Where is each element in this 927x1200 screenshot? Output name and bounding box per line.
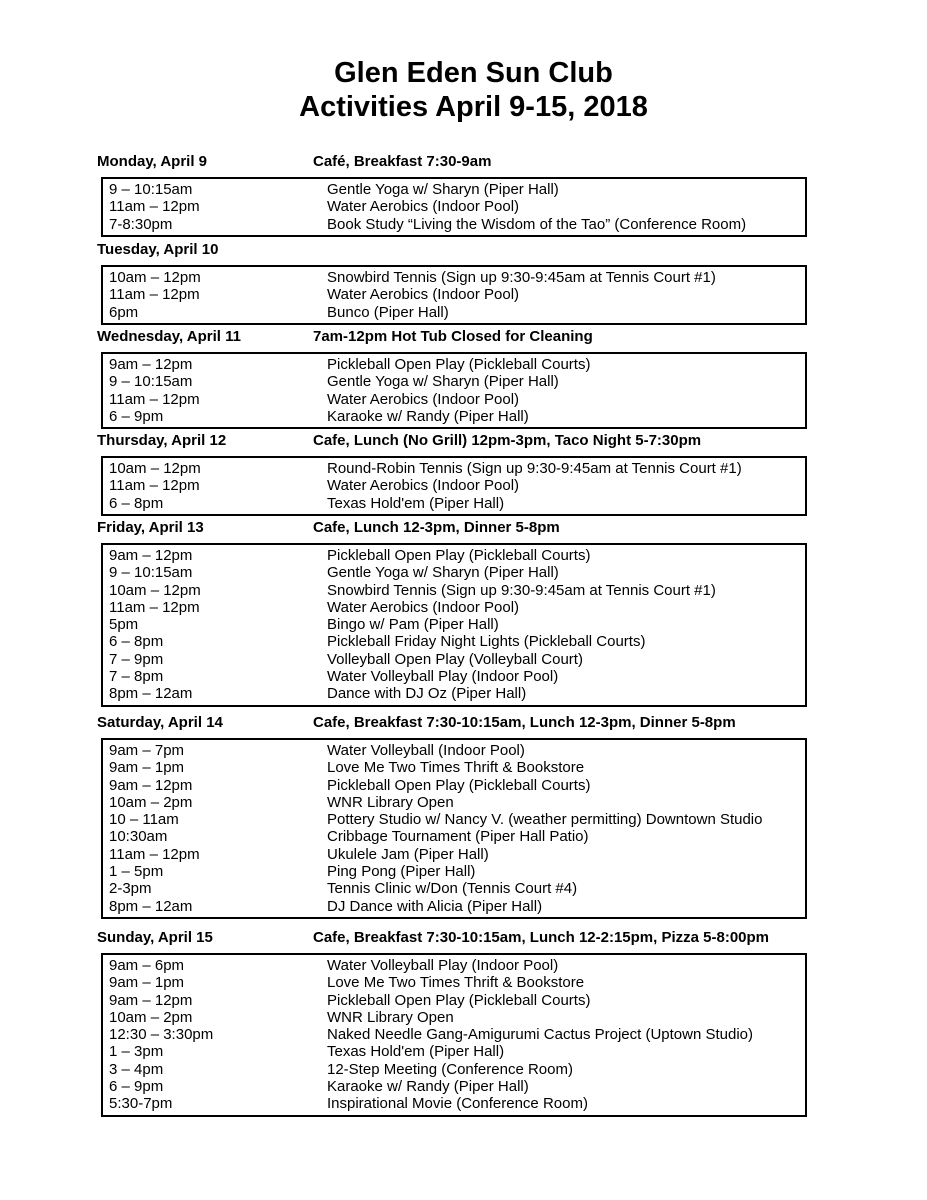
day-name: Thursday, April 12: [97, 432, 227, 449]
event-activity: Dance with DJ Oz (Piper Hall): [327, 685, 527, 703]
event-time: 11am – 12pm: [109, 390, 200, 408]
event-row: [103, 547, 805, 564]
event-activity: Round-Robin Tennis (Sign up 9:30-9:45am at Tennis Court #1): [327, 460, 742, 477]
event-activity: Gentle Yoga w/ Sharyn (Piper Hall): [327, 564, 559, 582]
event-activity: Snowbird Tennis (Sign up 9:30-9:45am at Tennis Court #1): [327, 269, 716, 286]
day-name: Sunday, April 15: [97, 929, 213, 946]
event-activity: Water Volleyball Play (Indoor Pool): [327, 668, 559, 686]
page-title: Glen Eden Sun Club: [334, 57, 613, 89]
event-row: [103, 974, 805, 991]
event-row: [103, 828, 805, 845]
event-row: [103, 216, 805, 233]
event-row: [103, 286, 805, 303]
event-row: [103, 616, 805, 633]
event-row: [103, 1095, 805, 1112]
event-activity: Water Aerobics (Indoor Pool): [327, 390, 520, 408]
day-name: Saturday, April 14: [97, 714, 223, 731]
event-row: [103, 794, 805, 811]
event-row: [103, 777, 805, 794]
event-time: 6 – 9pm: [109, 407, 164, 425]
event-activity: Water Aerobics (Indoor Pool): [327, 598, 520, 616]
day-header: [97, 241, 809, 265]
event-time: 7-8:30pm: [109, 215, 173, 233]
event-row: [103, 811, 805, 828]
event-time: 6 – 8pm: [109, 494, 164, 512]
event-time: 5:30-7pm: [109, 1095, 173, 1113]
day-header: [97, 432, 809, 456]
event-activity: Love Me Two Times Thrift & Bookstore: [327, 974, 585, 992]
event-activity: Karaoke w/ Randy (Piper Hall): [327, 407, 529, 425]
event-row: [103, 599, 805, 616]
event-activity: Pottery Studio w/ Nancy V. (weather permitting) Downtown Studio: [327, 811, 763, 829]
day-section-wednesday: [97, 328, 809, 429]
event-activity: Pickleball Open Play (Pickleball Courts): [327, 776, 591, 794]
event-row: [103, 1078, 805, 1095]
event-activity: Book Study “Living the Wisdom of the Tao” (Conference Room): [327, 215, 747, 233]
event-time: 9am – 12pm: [109, 356, 193, 373]
event-time: 10 – 11am: [109, 811, 179, 829]
event-time: 10am – 12pm: [109, 460, 201, 477]
event-activity: Pickleball Open Play (Pickleball Courts): [327, 991, 591, 1009]
event-row: [103, 460, 805, 477]
event-time: 1 – 5pm: [109, 863, 164, 881]
event-activity: Ukulele Jam (Piper Hall): [327, 845, 489, 863]
event-activity: Snowbird Tennis (Sign up 9:30-9:45am at Tennis Court #1): [327, 581, 716, 599]
event-activity: Cribbage Tournament (Piper Hall Patio): [327, 828, 589, 846]
event-time: 6pm: [109, 303, 139, 321]
event-row: [103, 391, 805, 408]
day-header: [97, 153, 809, 177]
event-row: [103, 1026, 805, 1043]
event-activity: Ping Pong (Piper Hall): [327, 863, 476, 881]
events-box: [101, 953, 807, 1117]
day-note: Cafe, Breakfast 7:30-10:15am, Lunch 12-3pm, Dinner 5-8pm: [313, 714, 736, 731]
day-note: Cafe, Lunch 12-3pm, Dinner 5-8pm: [313, 519, 560, 536]
events-box: [101, 738, 807, 919]
event-row: [103, 373, 805, 390]
event-row: [103, 759, 805, 776]
event-row: [103, 269, 805, 286]
day-section-friday: [97, 519, 809, 707]
event-time: 9 – 10:15am: [109, 181, 193, 198]
event-row: [103, 651, 805, 668]
event-time: 8pm – 12am: [109, 685, 193, 703]
day-note: 7am-12pm Hot Tub Closed for Cleaning: [313, 328, 593, 345]
event-activity: Texas Hold'em (Piper Hall): [327, 1043, 505, 1061]
day-note: Café, Breakfast 7:30-9am: [313, 153, 492, 170]
event-activity: DJ Dance with Alicia (Piper Hall): [327, 897, 543, 915]
day-name: Friday, April 13: [97, 519, 204, 536]
day-header: [97, 519, 809, 543]
event-time: 9am – 12pm: [109, 776, 193, 794]
event-activity: Volleyball Open Play (Volleyball Court): [327, 650, 583, 668]
event-activity: Tennis Clinic w/Don (Tennis Court #4): [327, 880, 578, 898]
event-row: [103, 992, 805, 1009]
day-header: [97, 929, 809, 953]
event-row: [103, 898, 805, 915]
event-row: [103, 181, 805, 198]
events-box: [101, 177, 807, 237]
events-box: [101, 265, 807, 325]
event-time: 9am – 6pm: [109, 957, 185, 974]
event-time: 9am – 12pm: [109, 991, 193, 1009]
event-row: [103, 957, 805, 974]
event-activity: Naked Needle Gang-Amigurumi Cactus Project (Uptown Studio): [327, 1026, 754, 1044]
event-activity: 12-Step Meeting (Conference Room): [327, 1060, 573, 1078]
day-note: Cafe, Lunch (No Grill) 12pm-3pm, Taco Night 5-7:30pm: [313, 432, 702, 449]
event-time: 9am – 1pm: [109, 759, 185, 777]
event-row: [103, 1009, 805, 1026]
event-row: [103, 633, 805, 650]
event-time: 2-3pm: [109, 880, 152, 898]
event-row: [103, 582, 805, 599]
event-row: [103, 1061, 805, 1078]
day-name: Monday, April 9: [97, 153, 208, 170]
event-row: [103, 742, 805, 759]
event-time: 1 – 3pm: [109, 1043, 164, 1061]
event-activity: Bunco (Piper Hall): [327, 303, 449, 321]
event-time: 9 – 10:15am: [109, 564, 193, 582]
event-time: 9am – 7pm: [109, 742, 185, 759]
event-time: 10am – 2pm: [109, 1008, 193, 1026]
events-box: [101, 456, 807, 516]
page-subtitle: Activities April 9-15, 2018: [299, 91, 648, 123]
event-time: 9am – 12pm: [109, 547, 193, 564]
event-row: [103, 668, 805, 685]
event-activity: Water Aerobics (Indoor Pool): [327, 477, 520, 495]
day-name: Tuesday, April 10: [97, 241, 219, 258]
event-activity: Water Aerobics (Indoor Pool): [327, 286, 520, 304]
events-box: [101, 543, 807, 707]
event-row: [103, 304, 805, 321]
event-activity: Texas Hold'em (Piper Hall): [327, 494, 505, 512]
event-time: 10am – 12pm: [109, 581, 201, 599]
event-row: [103, 880, 805, 897]
event-activity: Karaoke w/ Randy (Piper Hall): [327, 1078, 529, 1096]
event-activity: Water Volleyball Play (Indoor Pool): [327, 957, 559, 974]
event-time: 12:30 – 3:30pm: [109, 1026, 214, 1044]
event-activity: Inspirational Movie (Conference Room): [327, 1095, 588, 1113]
event-time: 10:30am: [109, 828, 168, 846]
event-row: [103, 863, 805, 880]
event-time: 5pm: [109, 616, 139, 634]
events-box: [101, 352, 807, 429]
day-name: Wednesday, April 11: [97, 328, 241, 345]
event-time: 11am – 12pm: [109, 845, 200, 863]
day-header: [97, 714, 809, 738]
event-time: 7 – 9pm: [109, 650, 164, 668]
event-activity: Bingo w/ Pam (Piper Hall): [327, 616, 499, 634]
event-time: 9am – 1pm: [109, 974, 185, 992]
event-activity: Pickleball Open Play (Pickleball Courts): [327, 356, 591, 373]
event-time: 10am – 12pm: [109, 269, 201, 286]
event-row: [103, 564, 805, 581]
day-section-monday: [97, 153, 809, 237]
event-time: 11am – 12pm: [109, 477, 200, 495]
event-time: 11am – 12pm: [109, 198, 200, 216]
event-activity: WNR Library Open: [327, 793, 454, 811]
event-time: 3 – 4pm: [109, 1060, 164, 1078]
event-time: 6 – 8pm: [109, 633, 164, 651]
day-section-saturday: [97, 714, 809, 919]
event-activity: Pickleball Friday Night Lights (Pickleball Courts): [327, 633, 646, 651]
event-row: [103, 356, 805, 373]
event-row: [103, 198, 805, 215]
event-activity: Gentle Yoga w/ Sharyn (Piper Hall): [327, 181, 559, 198]
event-time: 8pm – 12am: [109, 897, 193, 915]
day-section-tuesday: [97, 241, 809, 325]
event-row: [103, 685, 805, 702]
event-activity: Water Aerobics (Indoor Pool): [327, 198, 520, 216]
event-time: 7 – 8pm: [109, 668, 164, 686]
event-activity: Water Volleyball (Indoor Pool): [327, 742, 525, 759]
day-section-sunday: [97, 929, 809, 1117]
event-row: [103, 477, 805, 494]
day-section-thursday: [97, 432, 809, 516]
event-time: 11am – 12pm: [109, 598, 200, 616]
event-time: 6 – 9pm: [109, 1078, 164, 1096]
event-time: 11am – 12pm: [109, 286, 200, 304]
day-note: Cafe, Breakfast 7:30-10:15am, Lunch 12-2:15pm, Pizza 5-8:00pm: [313, 929, 770, 946]
event-time: 10am – 2pm: [109, 793, 193, 811]
event-activity: Pickleball Open Play (Pickleball Courts): [327, 547, 591, 564]
event-row: [103, 846, 805, 863]
event-activity: WNR Library Open: [327, 1008, 454, 1026]
event-row: [103, 1043, 805, 1060]
event-activity: Love Me Two Times Thrift & Bookstore: [327, 759, 585, 777]
event-row: [103, 408, 805, 425]
day-header: [97, 328, 809, 352]
event-activity: Gentle Yoga w/ Sharyn (Piper Hall): [327, 373, 559, 391]
event-time: 9 – 10:15am: [109, 373, 193, 391]
event-row: [103, 495, 805, 512]
